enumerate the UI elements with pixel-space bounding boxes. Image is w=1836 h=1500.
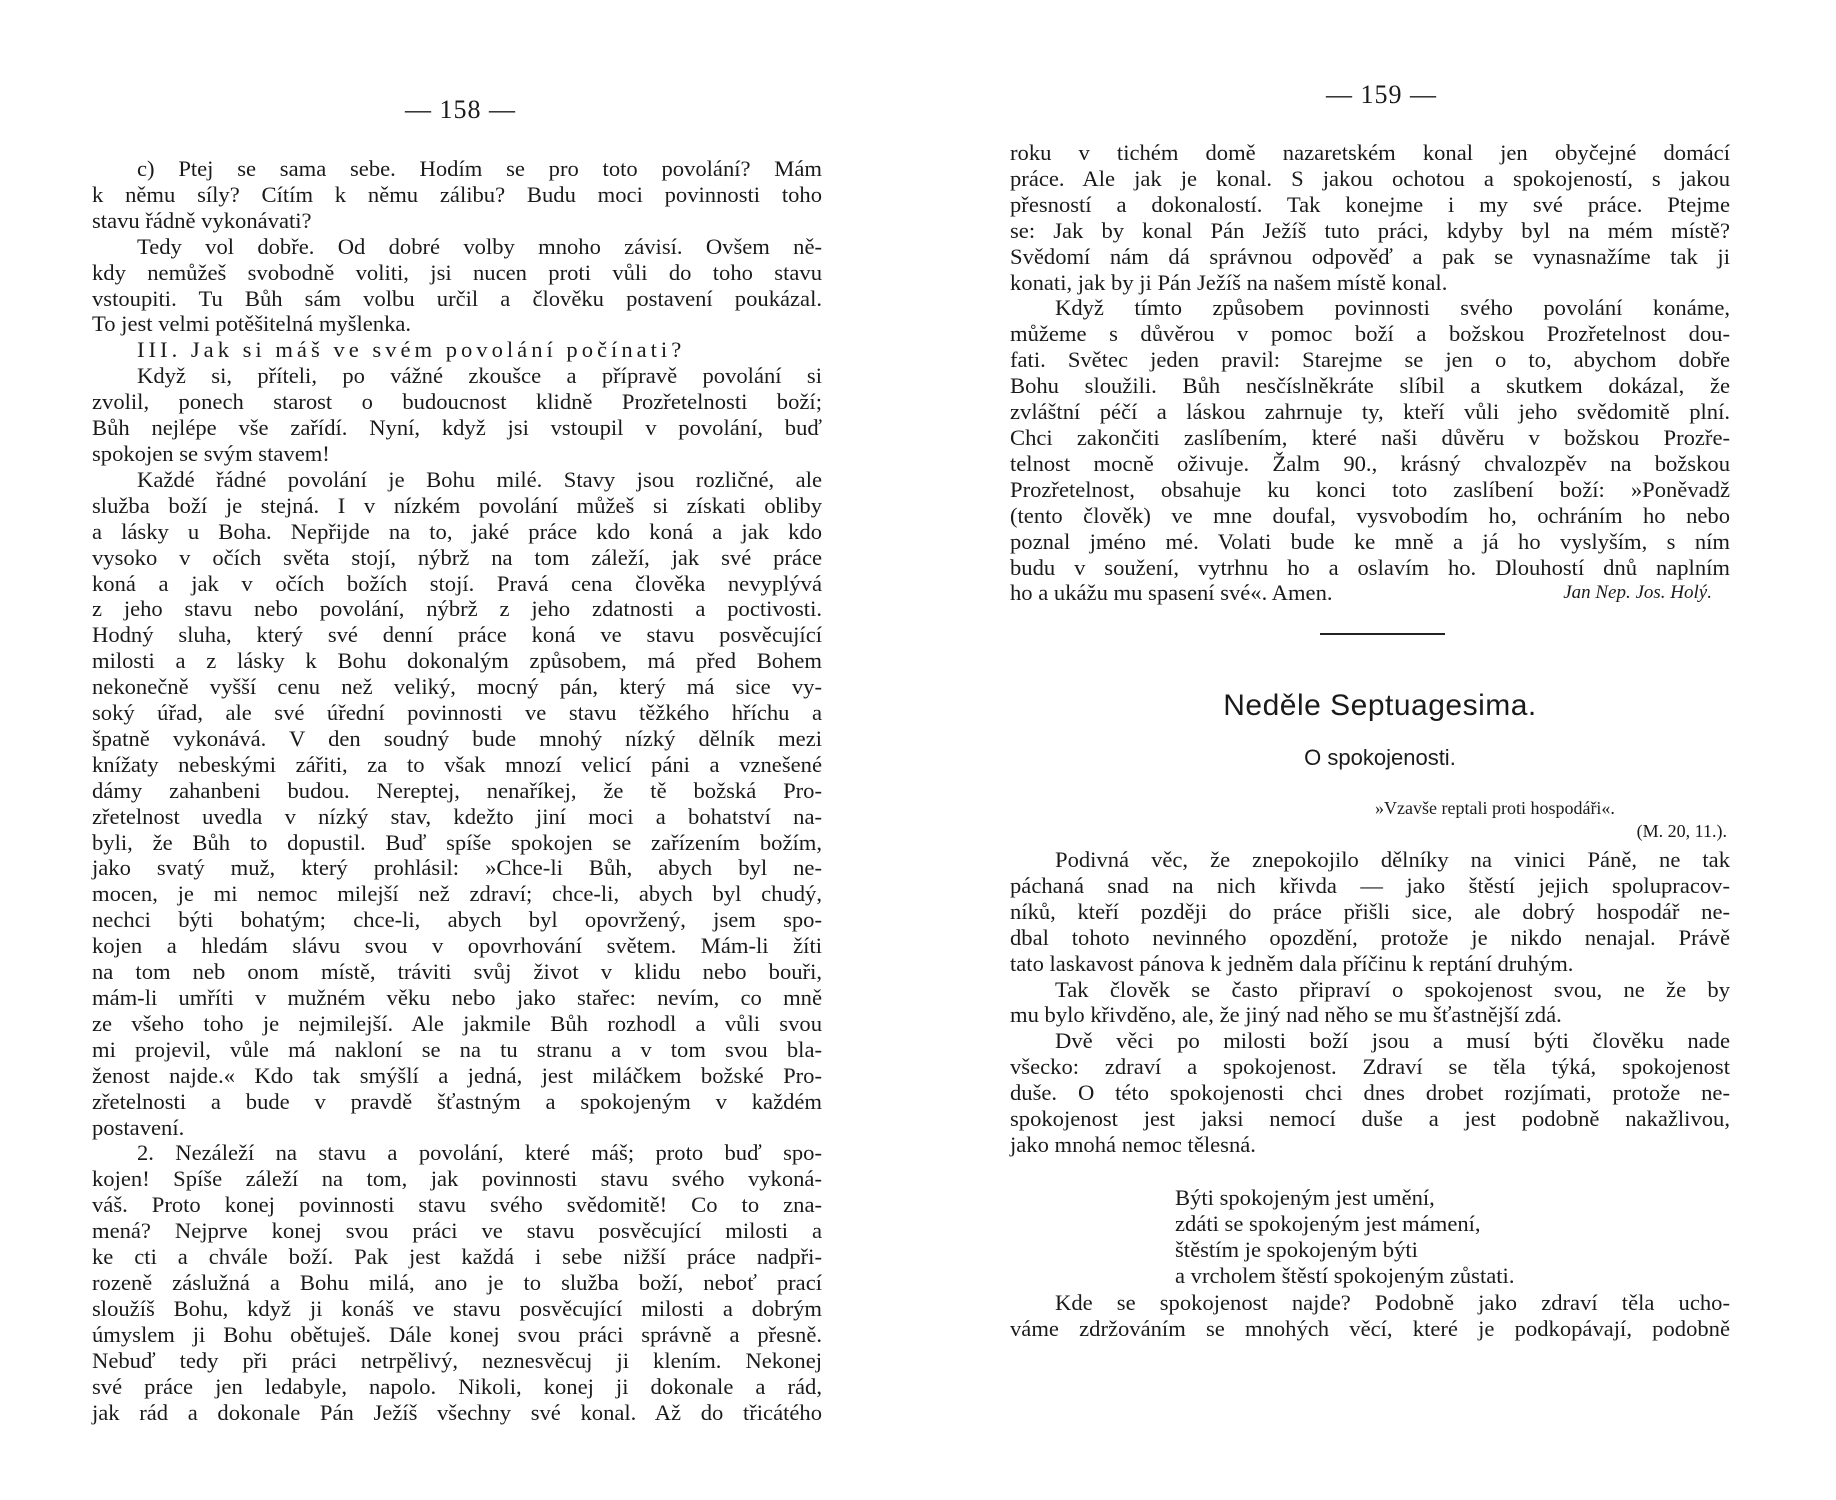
text-line: kdy nemůžeš svobodně voliti, jsi nucen proti vůli do toho stavu	[92, 259, 822, 285]
text-line: mená? Nejprve konej svou práci ve stavu posvěcující milosti a	[92, 1218, 822, 1244]
verse-line: zdáti se spokojeným jest mámení,	[1175, 1211, 1481, 1236]
text-line: na tom neb onom místě, tráviti svůj život v klidu nebo bouři,	[92, 959, 822, 985]
sermon-title: Neděle Septuagesima.	[1223, 689, 1537, 722]
text-line: zřetelnost uvedla v nízký stav, kdežto jiní moci a bohatství na-	[92, 803, 822, 829]
text-line: duše. O této spokojenosti chci dnes drobet rozjímati, protože ne-	[1010, 1080, 1730, 1106]
page-number: — 159 —	[1326, 80, 1437, 109]
text-line: fati. Světec jeden pravil: Starejme se jen o to, abychom dobře	[1010, 347, 1730, 373]
text-line: ke cti a chvále boží. Pak jest každá i sebe nižší práce nadpři-	[92, 1244, 822, 1270]
verse-line: a vrcholem štěstí spokojeným zůstati.	[1175, 1263, 1515, 1288]
section-divider	[1320, 633, 1445, 635]
text-line: a lásky u Boha. Nepřijde na to, jaké práce kdo koná a jak kdo	[92, 518, 822, 544]
text-line: úmyslem ji Bohu obětuješ. Dále konej svou práci správně a přesně.	[92, 1321, 822, 1347]
text-line: špatně vykonává. V den soudný bude mnohý nízký dělník mezi	[92, 725, 822, 751]
text-line: (tento člověk) ve mne doufal, vysvobodím ho, ochráním ho nebo	[1010, 502, 1730, 528]
text-line: k němu síly? Cítím k němu zálibu? Budu moci povinnosti toho	[92, 181, 822, 207]
text-line: rozeně záslužná a Bohu milá, ano je to služba boží, neboť prací	[92, 1269, 822, 1295]
epigraph-reference: (M. 20, 11.).	[1636, 821, 1727, 841]
epigraph	[1375, 797, 1735, 843]
closing-line	[1010, 580, 1730, 606]
text-line: z jeho stavu nebo povolání, nýbrž z jeho zdatnosti a poctivosti.	[92, 596, 822, 622]
left-page-body	[92, 156, 822, 1425]
text-line: váš. Proto konej povinnosti stavu svého svědomitě! Co to zna-	[92, 1192, 822, 1218]
text-line: Nebuď tedy při práci netrpělivý, neznesvěcuj ji klením. Nekonej	[92, 1347, 822, 1373]
text-line: kojen a hledám slávu svou v opovrhování světem. Mám-li žíti	[92, 933, 822, 959]
text-line: Prozřetelnost, obsahuje ku konci toto zaslíbení boží: »Poněvadž	[1010, 476, 1730, 502]
text-line: vysoko v očích světa stojí, nýbrž na tom záleží, jak své práce	[92, 544, 822, 570]
text-line: Bůh nejlépe vše zařídí. Nyní, když jsi vstoupil v povolání, buď	[92, 415, 822, 441]
text-line: Když si, příteli, po vážné zkoušce a přípravě povolání si	[137, 363, 822, 389]
text-line: Tedy vol dobře. Od dobré volby mnoho závisí. Ovšem ně-	[137, 233, 822, 259]
text-line: stavu řádně vykonávati?	[92, 207, 312, 233]
text-line: c) Ptej se sama sebe. Hodím se pro toto povolání? Mám	[137, 156, 822, 181]
text-line: koná a jak v očích božích stojí. Pravá cena člověka nevyplývá	[92, 570, 822, 596]
text-line: jak rád a dokonale Pán Ježíš všechny své konal. Až do třicátého	[92, 1399, 822, 1425]
text-line: ženost najde.« Kdo tak smýšlí a jedná, jest miláčkem božské Pro-	[92, 1062, 822, 1088]
text-line: To jest velmi potěšitelná myšlenka.	[92, 311, 412, 337]
text-line: své práce jen ledabyle, napolo. Nikoli, konej ji dokonale a rád,	[92, 1373, 822, 1399]
epigraph-quote: »Vzavše reptali proti hospodáři«.	[1375, 798, 1615, 818]
text-line: Tak člověk se často připraví o spokojenost svou, ne že by	[1055, 976, 1730, 1002]
text-line: Hodný sluha, který své denní práce koná ve stavu posvěcující	[92, 622, 822, 648]
text-line: Každé řádné povolání je Bohu milé. Stavy jsou rozličné, ale	[137, 466, 822, 492]
right-page-middle-text	[1010, 847, 1730, 1158]
text-line: vstoupiti. Tu Bůh sám volbu určil a člověku postavení poukázal.	[92, 285, 822, 311]
text-line: Kde se spokojenost najde? Podobně jako zdraví těla ucho-	[1055, 1290, 1730, 1315]
text-line: nechci býti bohatým; chce-li, abych byl opovržený, jsem spo-	[92, 907, 822, 933]
text-line: spokojenost jest jaksi nemocí duše a jest podobně nakažlivou,	[1010, 1106, 1730, 1132]
text-line: knížaty nebeskými zářiti, za to však mnozí velicí páni a vznešené	[92, 751, 822, 777]
text-line: práce. Ale jak je konal. S jakou ochotou a spokojeností, s jakou	[1010, 165, 1730, 191]
text-line: mu bylo křivděno, ale, že jiný nad něho se mu šťastnější zdá.	[1010, 1002, 1562, 1028]
text-line: Podivná věc, že znepokojilo dělníky na vinici Páně, ne tak	[1055, 847, 1730, 872]
right-page-top-text	[1010, 140, 1730, 606]
text-line: Dvě věci po milosti boží jsou a musí býti člověku nade	[1055, 1028, 1730, 1054]
text-line: dámy zahanbeni budou. Nereptej, nenaříkej, že tě božská Pro-	[92, 777, 822, 803]
verse-line: Býti spokojeným jest umění,	[1175, 1185, 1435, 1210]
text-line: služba boží je stejná. I v nízkém povolání můžeš si získati obliby	[92, 492, 822, 518]
text-line: 2. Nezáleží na stavu a povolání, které máš; proto buď spo-	[137, 1140, 822, 1166]
section-heading: III. Jak si máš ve svém povolání počínati?	[137, 337, 686, 363]
author-signature: Jan Nep. Jos. Holý.	[1563, 582, 1712, 604]
text-line: páchaná snad na nich křivda — jako štěstí jejich spolupracov-	[1010, 872, 1730, 898]
text-line: jako mnohá nemoc tělesná.	[1010, 1131, 1256, 1157]
right-page-bottom-text	[1010, 1290, 1730, 1342]
text-line: soký úřad, ale své úřední povinnosti ve stavu těžkého hříchu a	[92, 700, 822, 726]
text-line: roku v tichém domě nazaretském konal jen obyčejné domácí	[1010, 140, 1730, 165]
text-line: váme zdržováním se mnohých věcí, které je podkopávají, podobně	[1010, 1315, 1730, 1341]
text-line: mi projevil, vůle má nakloní se na tu stranu a v tom svou bla-	[92, 1036, 822, 1062]
text-line: zvláštní péčí a láskou zahrnuje ty, kteří vůli jeho svědomitě plní.	[1010, 399, 1730, 425]
text-line: Když tímto způsobem povinnosti svého povolání konáme,	[1055, 295, 1730, 321]
text-line: mocen, je mi nemoc milejší než zdraví; chce-li, abych byl chudý,	[92, 881, 822, 907]
text-line: dbal tohoto nevinného opozdění, protože je nikdo nenajal. Právě	[1010, 924, 1730, 950]
text-line: budu v soužení, vytrhnu ho a oslavím ho. Dlouhostí dnů naplním	[1010, 554, 1730, 580]
text-line: spokojen se svým stavem!	[92, 440, 330, 466]
text-line: Svědomí nám dá správnou odpověď a pak se vynasnažíme tak ji	[1010, 243, 1730, 269]
page-number: — 158 —	[405, 95, 516, 124]
text-line: ho a ukážu mu spasení své«. Amen.	[1010, 580, 1333, 606]
text-line: milosti a z lásky k Bohu dokonalým způsobem, má před Bohem	[92, 648, 822, 674]
text-line: se: Jak by konal Pán Ježíš tuto práci, kdyby byl na mém místě?	[1010, 217, 1730, 243]
verse-line: štěstím je spokojeným býti	[1175, 1237, 1418, 1262]
text-line: mám-li umříti v mužném věku nebo jako stařec: nevím, co mně	[92, 985, 822, 1010]
text-line: sloužíš Bohu, když ji konáš ve stavu posvěcující milosti a dobrým	[92, 1295, 822, 1321]
sermon-subtitle: O spokojenosti.	[1304, 745, 1456, 770]
text-line: tato laskavost pánova k jedněm dala příčinu k reptání druhým.	[1010, 950, 1574, 976]
text-line: postavení.	[92, 1114, 185, 1140]
verse-block	[1175, 1185, 1675, 1289]
text-line: byli, že Bůh to dopustil. Buď spíše spokojen se zařízením božím,	[92, 829, 822, 855]
text-line: Chci zakončiti zaslíbením, které naši důvěru v božskou Prozře-	[1010, 424, 1730, 450]
text-line: ze všeho toho je nejmilejší. Ale jakmile Bůh rozhodl a vůli svou	[92, 1010, 822, 1036]
text-line: kojen! Spíše záleží na tom, jak povinnosti stavu svého vykoná-	[92, 1166, 822, 1192]
text-line: zřetelnosti a bude v pravdě šťastným a spokojeným v každém	[92, 1088, 822, 1114]
text-line: přesností a dokonalostí. Tak konejme i my své práce. Ptejme	[1010, 191, 1730, 217]
text-line: telnost mocně oživuje. Žalm 90., krásný chvalozpěv na božskou	[1010, 450, 1730, 476]
text-line: můžeme s důvěrou v pomoc boží a božskou Prozřetelnost dou-	[1010, 321, 1730, 347]
text-line: zvolil, ponech starost o budoucnost klidně Prozřetelnosti boží;	[92, 389, 822, 415]
text-line: všecko: zdraví a spokojenost. Zdraví se těla týká, spokojenost	[1010, 1054, 1730, 1080]
text-line: konati, jak by ji Pán Ježíš na našem místě konal.	[1010, 269, 1448, 295]
text-line: poznal jméno mé. Volati bude ke mně a já ho vyslyším, s ním	[1010, 528, 1730, 554]
text-line: jako svatý muž, který prohlásil: »Chce-li Bůh, abych byl ne-	[92, 855, 822, 881]
text-line: nekonečně vyšší cenu než veliký, mocný pán, který má sice vy-	[92, 674, 822, 700]
text-line: Bohu sloužili. Bůh nesčíslněkráte slíbil a skutkem dokázal, že	[1010, 373, 1730, 399]
text-line: níků, kteří později do práce přišli sice, ale dobrý hospodář ne-	[1010, 898, 1730, 924]
